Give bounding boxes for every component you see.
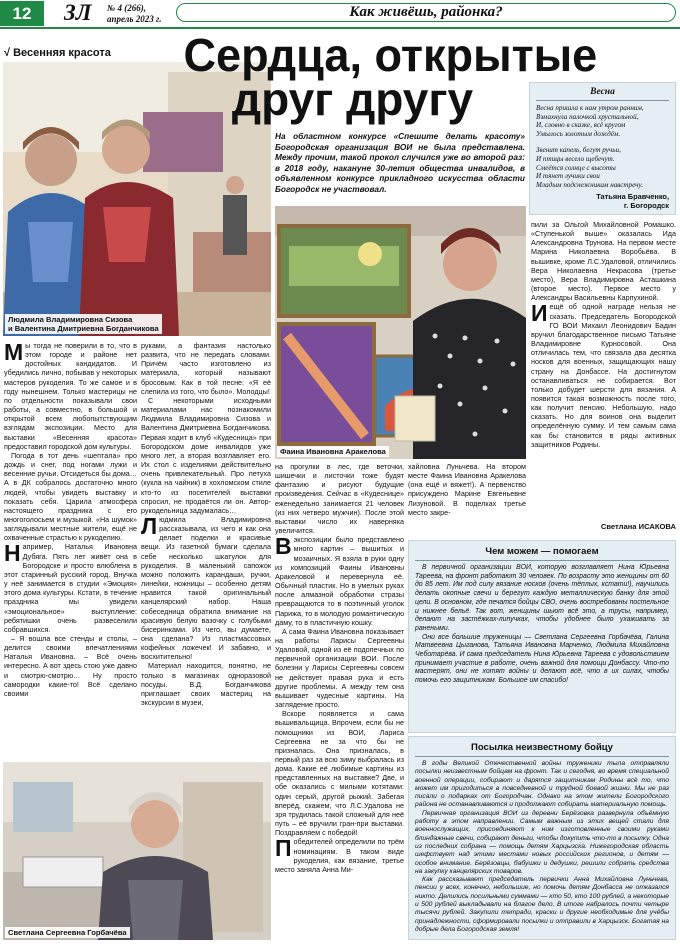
header-bar	[0, 0, 680, 28]
poem-line: И, словно в сказке, всё кругом	[536, 121, 626, 130]
newspaper-logo: ЗЛ	[64, 0, 92, 25]
sidebar-help-box	[408, 540, 676, 733]
article-column-5	[531, 220, 676, 524]
issue-date: апрель 2023 г.	[107, 14, 162, 24]
article-column-1	[4, 341, 137, 759]
poem-line	[536, 138, 669, 146]
article-column-2	[141, 341, 271, 759]
article-paragraph: Вэкспозиции было представлено много картин – вышитых и мозаичных. Я взяла в руки одну из композиций Фаины Ивановны Аракеловой и перевернула её. Обычный пластик. Но в умелых руках после алмазной обработки стразы превращаются то в поэтичный уголок Парижа, то в молодую романтическую даму, то в пластичную кошку.	[275, 533, 404, 627]
page-number: 12	[0, 1, 44, 26]
issue-number: № 4 (266),	[107, 3, 146, 13]
caption-line-2: и Валентина Дмитриевна Богданчикова	[8, 324, 159, 333]
article-lead: На областном конкурсе «Спешите делать красоту» Богородская организация ВОИ не была представлена. Между прочим, такой прокол случился уже во второй раз: в 2018 году, накануне 30-летия общества инвалидов, в объявленном конкурсе прикладного искусства области Богородск не участвовал.	[275, 131, 525, 194]
poem-line: И тянет лучики свои	[536, 172, 600, 181]
sidebar-paragraph: Они все большие труженицы — Светлана Сергеевна Горбачёва, Галина Матвеевна Цыганова, Татьяна Ивановна Марченко, Людмила Михайловна Чеботарёва. И сама председатель Нина Юрьевна Тареева с удовольствием принимает участие в работе, очень важной для помощи Донбассу. Что-то мастерят, они не хотят войны и делают всё, что в их силах, чтобы помочь его защитникам. Большое им спасибо!	[415, 633, 669, 685]
article-paragraph: Погода в тот день «шептала» про дождь и снег, под ногами лужи и весенние ручьи. Отсидеться бы дома… А в ДК собралось достаточно много людей, чтобы увидеть выставку и показать себя. Царила атмосфера настоящего праздника с его многоголосьем и музыкой. «На шумок» заглядывали местные жители, ещё не охваченные страстью к рукоделию.	[4, 450, 137, 543]
article-paragraph: Победителей определили по трём номинациям. В таком виде рукоделия, как вязание, третье место заняла Анна Ми-	[275, 835, 404, 874]
poem-line: Взмахнула палочкой хрустальной,	[536, 112, 639, 121]
article-signature: Светлана ИСАКОВА	[600, 522, 676, 531]
poem-city: г. Богородск	[623, 201, 669, 211]
caption-line-1: Людмила Владимировна Сизова	[8, 315, 133, 324]
poem-line: Звенит капель, бегут ручьи,	[536, 146, 621, 155]
sidebar-help-title: Чем можем — помогаем	[485, 546, 599, 557]
title-line-1: Сердца, открытые	[183, 29, 598, 81]
poem-line: Младым подснежникам навстречу.	[536, 180, 643, 189]
article-paragraph: Вскоре появляется и сама вышивальщица. Впрочем, если бы не помощники из ВОИ, Лариса Сергеевна не за что бы не призналась. Она призналась, в первый раз за всю зиму выбралась из дома. Какие её любимые картины из представленных на выставке? Две, и обе оказались с милыми котятами: один серый, другой рыжий. Забегая вперёд, скажем, что Л.С.Удалова не зря трудилась такой сложный для неё путь – её вручили гран-при выставки. Поздравляем с победой!	[275, 709, 404, 838]
poem-title-rule	[536, 100, 669, 101]
poem-text	[536, 104, 669, 189]
sidebar-help-rule	[415, 560, 669, 561]
photo-gorbacheva	[3, 762, 271, 940]
poem-line: Умылось золотым дождём.	[536, 129, 621, 138]
article-paragraph: С некоторыми исходными материалами нас познакомили Людмила Владимировна Сизова и Валентина Дмитриевна Богданчикова. Первая ходит в клуб «Кудесница» при Богородском доме инвалидов уже много лет, а вторая возглавляет его. Их стол с изделиями действительно очень привлекательный. Про петуха (кукла на чайник) в хохломском стиле кто-то из посетителей выставки спросил, не продаётся ли он. Автор-рукодельница задумалась…	[141, 395, 271, 515]
sidebar-paragraph: Первичная организация ВОИ из деревни Берёзовка развернула объёмную работу в этом направлении. Самым важным из этих вещей стали для военнослужащих, присоединяют к ним изготовленные своими руками блиндажные свечи, собирают деньги, чтобы докупить что-то в посылку. Одна из последних собрана — помощь детям Харцызска. Нижегородская область шефствует над этими местами новых российских регионов, и детям — особое внимание. Берёзовцы, бабушки и дедушки, решили собрать средства на закупку канцелярских товаров.	[415, 809, 669, 875]
article-column-4	[408, 462, 526, 534]
article-paragraph: хайловна Луньчева. На втором месте Фаина Ивановна Аракелова (она ещё и вяжет!). А первенство присуждено Марине Евгеньевне Лизуновой. В поделках третье место закре-	[408, 462, 526, 517]
article-paragraph: Например, Наталья Ивановна Дубяга. Пять лет живёт она в Богородске и просто влюблена в этот старинный русский город. Внучка у неё занимается в студии «Эмоция» этого дома культуры. Кстати, в течение праздника мы увидели «эмоциональное» выступление: ребятишки очень развеселили собравшихся.	[4, 540, 137, 634]
photo-arakelova-caption: Фаина Ивановна Аракелова	[277, 446, 389, 457]
sidebar-parcel-rule	[415, 756, 669, 757]
sidebar-paragraph: Как рассказывает председатель первички Анна Михайловна Луньчева, пенсии у всех, конечно, небольшие, но помочь детям Донбасса не отказался никто. Делились посильными суммами — кто 50, кто 100 рублей, а некоторые и 500 рублей выкладывали на благое дело. В итоге набралось почти четыре тысячи рублей. Закупили тетради, краски и другие необходимые для учёбы принадлежности, сформировали посылки и отправили в Харцызск. Богатая на добрые дела Богородская земля!	[415, 876, 669, 933]
article-paragraph: Материал находится, понятно, не только в магазинах одноразовой посуды. В.Д. Богданчикова приглашает своих мастериц на экскурсии в музеи,	[141, 661, 271, 708]
sidebar-parcel-title: Посылка неизвестному бойцу	[471, 742, 613, 753]
rubric: √ Весенняя красота	[4, 47, 111, 59]
article-paragraph: пили за Ольгой Михайловной Ромашко. «Ступенькой выше» оказалась Ида Александровна Трунова. На первом месте Марина Николаевна Воробьёва. В вышивке, кроме Л.С.Удаловой, отличились Вера Николаевна Некрасова (третье место), Вера Владимировна Асташкина (второе место). Первое место у Александры Васильевны Карпухиной.	[531, 220, 676, 303]
sidebar-paragraph: В годы Великой Отечественной войны труженики тыла отправляли посылки неизвестным бойцам на фронт. Так и сегодня, во время специальной военной операции, собирают и дарятся защитникам Родины всё то, что может им пригодиться в повседневной и трудной боевой жизни. Мы не раз писали о подарках от Богородчан. Однако на этом жители Богородского района не останавливаются и продолжают собирать материальную помощь.	[415, 760, 669, 809]
article-paragraph: А сама Фаина Ивановна показывает на работы Ларисы Сергеевны Удаловой, одной из её подопечных по первичной организации ВОИ. После болезни у Ларисы Сергеевны совсем не действует правая рука и есть другие проблемы. А между тем она вышивает чудесные картины. На заглядение просто.	[275, 626, 404, 710]
section-title: Как живёшь, районка?	[349, 4, 503, 20]
poem-line: И птицы весело щебечут.	[536, 154, 615, 163]
poem-box	[529, 82, 676, 215]
sidebar-parcel-box	[408, 736, 676, 940]
photo-gorbacheva-caption: Светлана Сергеевна Горбачёва	[5, 927, 130, 938]
article-column-3	[275, 462, 404, 940]
article-paragraph: Мы тогда не поверили в то, что в этом городе и районе нет достойных кандидатов. И убедились лично, побывав у некоторых мастеров рукоделия. То же самое и в году нынешнем. Только мастерицы не по отдельности показывали свои работы, а совместно, в большой и открытой всем любопытствующим взглядам экспозиции. Место для выставки «Весенняя красота» предоставил городской дом культуры.	[4, 341, 137, 451]
poem-title: Весна	[590, 87, 615, 97]
poem-line: Смеётся солнце с высоты	[536, 163, 616, 172]
article-paragraph: руками, а фантазия настолько развита, что не передать словами. Причём часто изготовлено из материала, который называют бросовым. Как в той песне: «Я её слепила из того, что было». Молодцы!	[141, 341, 271, 396]
article-paragraph: Людмила Владимировна рассказывала, из чего и как она делает поделки и красивые вещи. Из газетной бумаги сделала себе несколько шкатулок для рукоделия. В маленький сапожок можно положить карандаши, ручки, линейки, ножницы – особенно детям нравится такой оригинальный канцелярский набор. Наша собеседница обратила внимание на красивую белую вазочку с голубыми бисеринками. Из чего, вы думаете, она сделана? Из пластмассовых кофейных ложечек! И забавно, и восхитительно!	[141, 512, 271, 662]
sidebar-paragraph: В первичной организации ВОИ, которую возглавляет Нина Юрьевна Тареева, на фронт работают 30 человек. По возрасту это женщины от 60 до 85 лет. Им под силу вязание носков (очень тёплых, кстати!), научились делать окопные свечи и берегут каждую металлическую банку для этой цели. В основном, где печатся бойцы СВО, очень востребованы постельное и нижнее бельё. Так вот, женщины шьют всё это, а трусы, например, делают на застёжках-липучках, чтобы удобнее было ухаживать за ранеными.	[415, 564, 669, 632]
photo-arakelova-image	[275, 206, 526, 459]
photo-craftswomen-caption	[5, 314, 162, 334]
poem-line: Весна пришла к нам утром ранним,	[536, 104, 644, 112]
article-paragraph: на прогулки в лес, где веточки, шишечки и листочки тоже будят фантазию и рисуют будущие произведения. Сейчас в «Кудеснице» еженедельно занимается 21 человек (из них четверо мужчин). После этой выставки число их наверняка увеличится.	[275, 462, 404, 536]
poem-author: Татьяна Бравченко,	[596, 192, 669, 202]
title-line-2: друг другу	[231, 73, 474, 125]
article-paragraph: Иещё об одной награде нельзя не сказать. Председатель Богородской ГО ВОИ Михаил Леонидович Бадин вручил благодарственное письмо Татьяне Владимировне Курносовой. Она отличилась тем, что связала два десятка носков для военных, защищающих нашу страну на Донбассе. На достигнутом останавливаться не собирается. Вот только добудет шерсти для вязания. А появится такая возможность после того, как получит пенсию. Небольшую, надо сказать. Но для воинов она выделит определённую сумму. И тем самым сама как бы становится в ряды активных защитников Родины.	[531, 300, 676, 449]
photo-gorbacheva-image	[3, 762, 271, 940]
sidebar-parcel-text	[415, 760, 669, 934]
sidebar-help-text	[415, 564, 669, 686]
photo-arakelova	[275, 206, 526, 459]
article-paragraph: – Я вошла все стенды и столы, – делится своими впечатлениями Наталья Ивановна. – Всё очень интересно. А вот здесь стою уже давно и смотрю-смотрю… Ну просто самородки какие-то! Всё сделано своими	[4, 634, 137, 698]
